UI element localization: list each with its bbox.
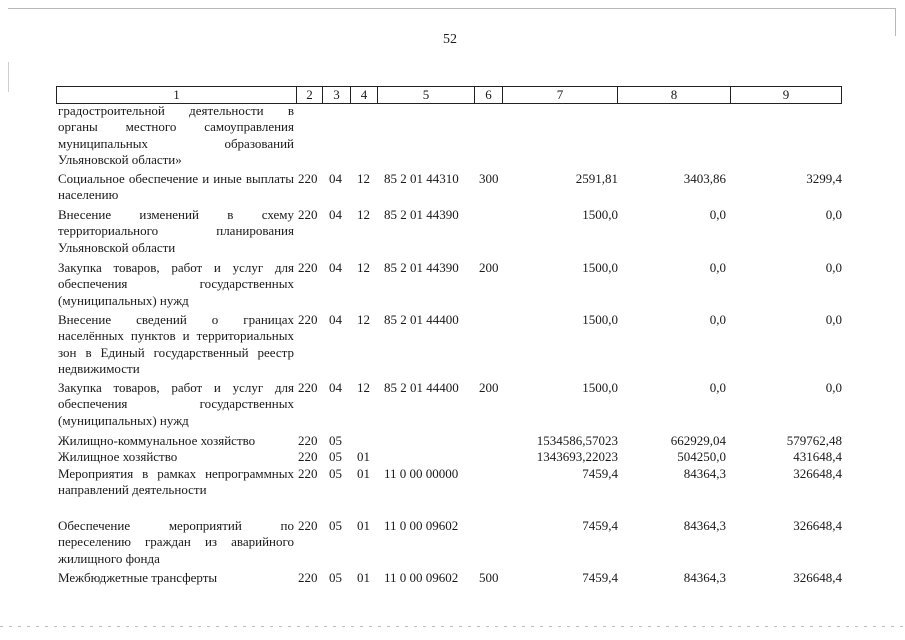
row-expense-type: 500 — [479, 570, 499, 585]
row-section-code: 220 — [298, 171, 318, 186]
row-subsection-number: 12 — [357, 207, 370, 222]
row-section-code: 220 — [298, 466, 318, 481]
row-target-article: 11 0 00 09602 — [384, 570, 459, 585]
row-amount-col7: 7459,4 — [582, 570, 618, 585]
row-amount-col8: 0,0 — [709, 207, 726, 222]
row-subsection-number: 01 — [357, 449, 370, 464]
row-amount-col7: 1500,0 — [582, 312, 618, 327]
row-amount-col9: 0,0 — [825, 312, 842, 327]
row-name: градостроительной деятельности в органы местного самоуправления муниципальных образований Ульяновской области» — [58, 103, 294, 167]
header-col-4: 4 — [351, 87, 378, 103]
row-name: Межбюджетные трансферты — [58, 570, 218, 585]
row-subsection-code: 05 — [329, 518, 342, 533]
row-name: Мероприятия в рамках непрограммных направлений деятельности — [58, 466, 294, 498]
row-amount-col9: 0,0 — [825, 260, 842, 275]
row-subsection-code: 04 — [329, 260, 342, 275]
row-amount-col7: 1343693,22023 — [536, 449, 618, 464]
row-subsection-code: 04 — [329, 171, 342, 186]
row-amount-col7: 1534586,57023 — [536, 433, 618, 448]
row-amount-col7: 7459,4 — [582, 466, 618, 481]
row-subsection-code: 04 — [329, 207, 342, 222]
row-section-code: 220 — [298, 260, 318, 275]
header-col-5: 5 — [378, 87, 475, 103]
row-subsection-code: 05 — [329, 570, 342, 585]
row-amount-col7: 7459,4 — [582, 518, 618, 533]
row-amount-col7: 1500,0 — [582, 207, 618, 222]
row-expense-type: 200 — [479, 260, 499, 275]
scan-border-top — [8, 8, 896, 9]
row-subsection-number: 12 — [357, 260, 370, 275]
row-amount-col8: 0,0 — [709, 380, 726, 395]
row-name: Внесение изменений в схему территориального планирования Ульяновской области — [58, 207, 294, 255]
row-section-code: 220 — [298, 449, 318, 464]
row-section-code: 220 — [298, 312, 318, 327]
row-target-article: 11 0 00 09602 — [384, 518, 459, 533]
row-amount-col7: 1500,0 — [582, 380, 618, 395]
row-name: Социальное обеспечение и иные выплаты населению — [58, 171, 294, 203]
header-col-6: 6 — [475, 87, 503, 103]
row-subsection-code: 05 — [329, 466, 342, 481]
header-col-8: 8 — [618, 87, 731, 103]
row-subsection-code: 05 — [329, 433, 342, 448]
table-header — [56, 86, 842, 104]
row-subsection-number: 01 — [357, 466, 370, 481]
row-target-article: 11 0 00 00000 — [384, 466, 459, 481]
row-amount-col8: 84364,3 — [683, 466, 726, 481]
header-col-1: 1 — [57, 87, 297, 103]
row-target-article: 85 2 01 44390 — [384, 207, 459, 222]
row-name: Закупка товаров, работ и услуг для обеспечения государственных (муниципальных) нужд — [58, 380, 294, 428]
row-subsection-number: 12 — [357, 380, 370, 395]
row-subsection-code: 05 — [329, 449, 342, 464]
row-amount-col8: 504250,0 — [677, 449, 726, 464]
row-name: Жилищное хозяйство — [58, 449, 178, 464]
row-section-code: 220 — [298, 380, 318, 395]
row-amount-col8: 662929,04 — [670, 433, 726, 448]
row-section-code: 220 — [298, 570, 318, 585]
header-col-2: 2 — [297, 87, 323, 103]
scan-border-right — [895, 8, 896, 36]
row-name: Внесение сведений о границах населённых пунктов и территориальных зон в Единый государственный реестр недвижимости — [58, 312, 294, 376]
header-col-7: 7 — [503, 87, 618, 103]
row-expense-type: 200 — [479, 380, 499, 395]
row-amount-col8: 3403,86 — [683, 171, 726, 186]
row-amount-col8: 0,0 — [709, 312, 726, 327]
row-target-article: 85 2 01 44310 — [384, 171, 459, 186]
row-subsection-code: 04 — [329, 380, 342, 395]
row-amount-col9: 0,0 — [825, 380, 842, 395]
row-subsection-number: 12 — [357, 171, 370, 186]
row-name: Закупка товаров, работ и услуг для обеспечения государственных (муниципальных) нужд — [58, 260, 294, 308]
row-amount-col9: 0,0 — [825, 207, 842, 222]
row-amount-col8: 0,0 — [709, 260, 726, 275]
row-target-article: 85 2 01 44400 — [384, 380, 459, 395]
scan-border-left — [8, 62, 9, 92]
row-amount-col8: 84364,3 — [683, 518, 726, 533]
row-subsection-number: 12 — [357, 312, 370, 327]
row-subsection-number: 01 — [357, 570, 370, 585]
page-number: 52 — [443, 32, 457, 47]
row-amount-col9: 326648,4 — [793, 570, 842, 585]
row-amount-col7: 2591,81 — [575, 171, 618, 186]
row-amount-col9: 326648,4 — [793, 466, 842, 481]
row-subsection-number: 01 — [357, 518, 370, 533]
row-amount-col9: 579762,48 — [786, 433, 842, 448]
row-section-code: 220 — [298, 207, 318, 222]
row-name: Жилищно-коммунальное хозяйство — [58, 433, 256, 448]
row-name: Обеспечение мероприятий по переселению граждан из аварийного жилищного фонда — [58, 518, 294, 566]
header-col-3: 3 — [323, 87, 351, 103]
row-subsection-code: 04 — [329, 312, 342, 327]
scan-border-bottom — [0, 626, 905, 627]
row-amount-col9: 431648,4 — [793, 449, 842, 464]
row-target-article: 85 2 01 44400 — [384, 312, 459, 327]
row-amount-col9: 326648,4 — [793, 518, 842, 533]
row-amount-col9: 3299,4 — [806, 171, 842, 186]
row-section-code: 220 — [298, 433, 318, 448]
row-amount-col7: 1500,0 — [582, 260, 618, 275]
row-expense-type: 300 — [479, 171, 499, 186]
header-col-9: 9 — [782, 87, 790, 102]
row-amount-col8: 84364,3 — [683, 570, 726, 585]
row-section-code: 220 — [298, 518, 318, 533]
row-target-article: 85 2 01 44390 — [384, 260, 459, 275]
